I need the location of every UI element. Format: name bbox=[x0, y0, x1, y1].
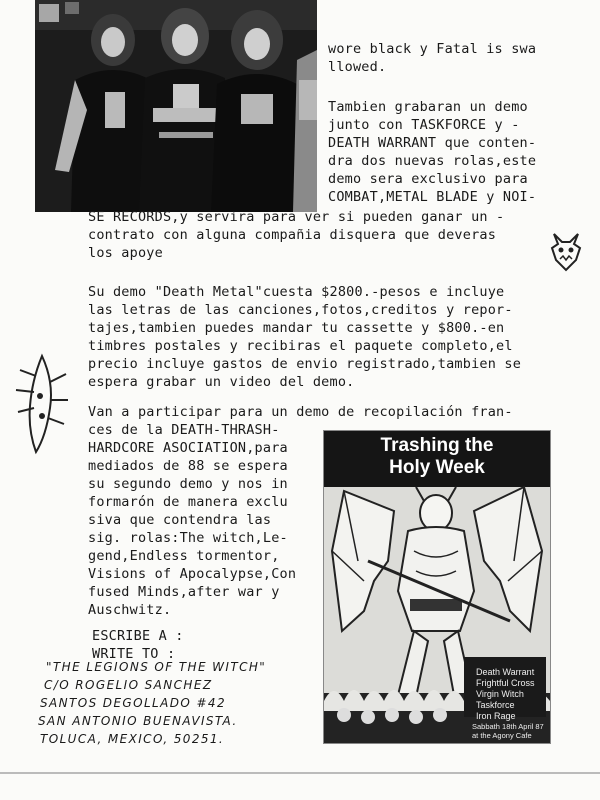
article-line: Su demo "Death Metal"cuesta $2800.-pesos e incluye bbox=[88, 284, 505, 300]
article-line: DEATH WARRANT que conten- bbox=[328, 135, 537, 151]
article-line: los apoye bbox=[88, 245, 163, 261]
article-line: Van a participar para un demo de recopilación fran- bbox=[88, 404, 513, 420]
page-edge bbox=[0, 772, 600, 774]
article-line: SE RECORDS,y servira para ver si pueden ganar un - bbox=[88, 209, 505, 225]
write-heading-es: ESCRIBE A : bbox=[92, 628, 184, 644]
article-line: timbres postales y recibiras el paquete completo,el bbox=[88, 338, 513, 354]
article-line: Visions of Apocalypse,Con bbox=[88, 566, 297, 582]
demon-face-doodle bbox=[548, 230, 584, 274]
article-line: fused Minds,after war y bbox=[88, 584, 280, 600]
address-line: TOLUCA, MEXICO, 50251. bbox=[40, 732, 225, 746]
flyer-title: Holy Week bbox=[389, 457, 485, 478]
article-line: contrato con alguna compañia disquera que deveras bbox=[88, 227, 497, 243]
spiky-creature-doodle bbox=[14, 352, 70, 456]
article-line: espera grabar un video del demo. bbox=[88, 374, 355, 390]
flyer-band-list bbox=[476, 667, 535, 722]
address-line: "THE LEGIONS OF THE WITCH" bbox=[46, 660, 267, 674]
flyer-band: Taskforce bbox=[476, 700, 515, 710]
flyer-date-line: Sabbath 18th April 87 bbox=[472, 722, 544, 731]
event-flyer bbox=[323, 430, 551, 744]
article-line: su segundo demo y nos in bbox=[88, 476, 288, 492]
address-line: SANTOS DEGOLLADO #42 bbox=[40, 696, 226, 710]
article-line: mediados de 88 se espera bbox=[88, 458, 288, 474]
article-line: ces de la DEATH-THRASH- bbox=[88, 422, 280, 438]
article-line: wore black y Fatal is swa bbox=[328, 41, 537, 57]
flyer-date-line: at the Agony Cafe bbox=[472, 731, 532, 740]
article-line: las letras de las canciones,fotos,creditos y repor- bbox=[88, 302, 513, 318]
article-line: tajes,tambien puedes mandar tu cassette y $800.-en bbox=[88, 320, 505, 336]
article-line: precio incluye gastos de envio registrado,tambien se bbox=[88, 356, 522, 372]
article-line: junto con TASKFORCE y - bbox=[328, 117, 520, 133]
article-line: formarón de manera exclu bbox=[88, 494, 288, 510]
article-line: Tambien grabaran un demo bbox=[328, 99, 528, 115]
write-heading-en: WRITE TO : bbox=[92, 646, 176, 662]
flyer-band: Death Warrant bbox=[476, 667, 535, 677]
article-line: dra dos nuevas rolas,este bbox=[328, 153, 537, 169]
address-line: SAN ANTONIO BUENAVISTA. bbox=[38, 714, 238, 728]
article-line: demo sera exclusivo para bbox=[328, 171, 528, 187]
flyer-date bbox=[472, 722, 544, 740]
flyer-band: Virgin Witch bbox=[476, 689, 524, 699]
article-line: gend,Endless tormentor, bbox=[88, 548, 280, 564]
flyer-band: Frightful Cross bbox=[476, 678, 535, 688]
article-line: llowed. bbox=[328, 59, 387, 75]
article-line: siva que contendra las bbox=[88, 512, 272, 528]
band-photo bbox=[35, 0, 317, 212]
band-photo-image bbox=[35, 0, 317, 212]
article-line: Auschwitz. bbox=[88, 602, 172, 618]
flyer-band: Iron Rage bbox=[476, 711, 516, 721]
article-line: sig. rolas:The witch,Le- bbox=[88, 530, 288, 546]
address-line: C/O ROGELIO SANCHEZ bbox=[44, 678, 213, 692]
article-line: HARDCORE ASOCIATION,para bbox=[88, 440, 288, 456]
flyer-title: Trashing the bbox=[380, 435, 494, 456]
article-line: COMBAT,METAL BLADE y NOI- bbox=[328, 189, 537, 205]
